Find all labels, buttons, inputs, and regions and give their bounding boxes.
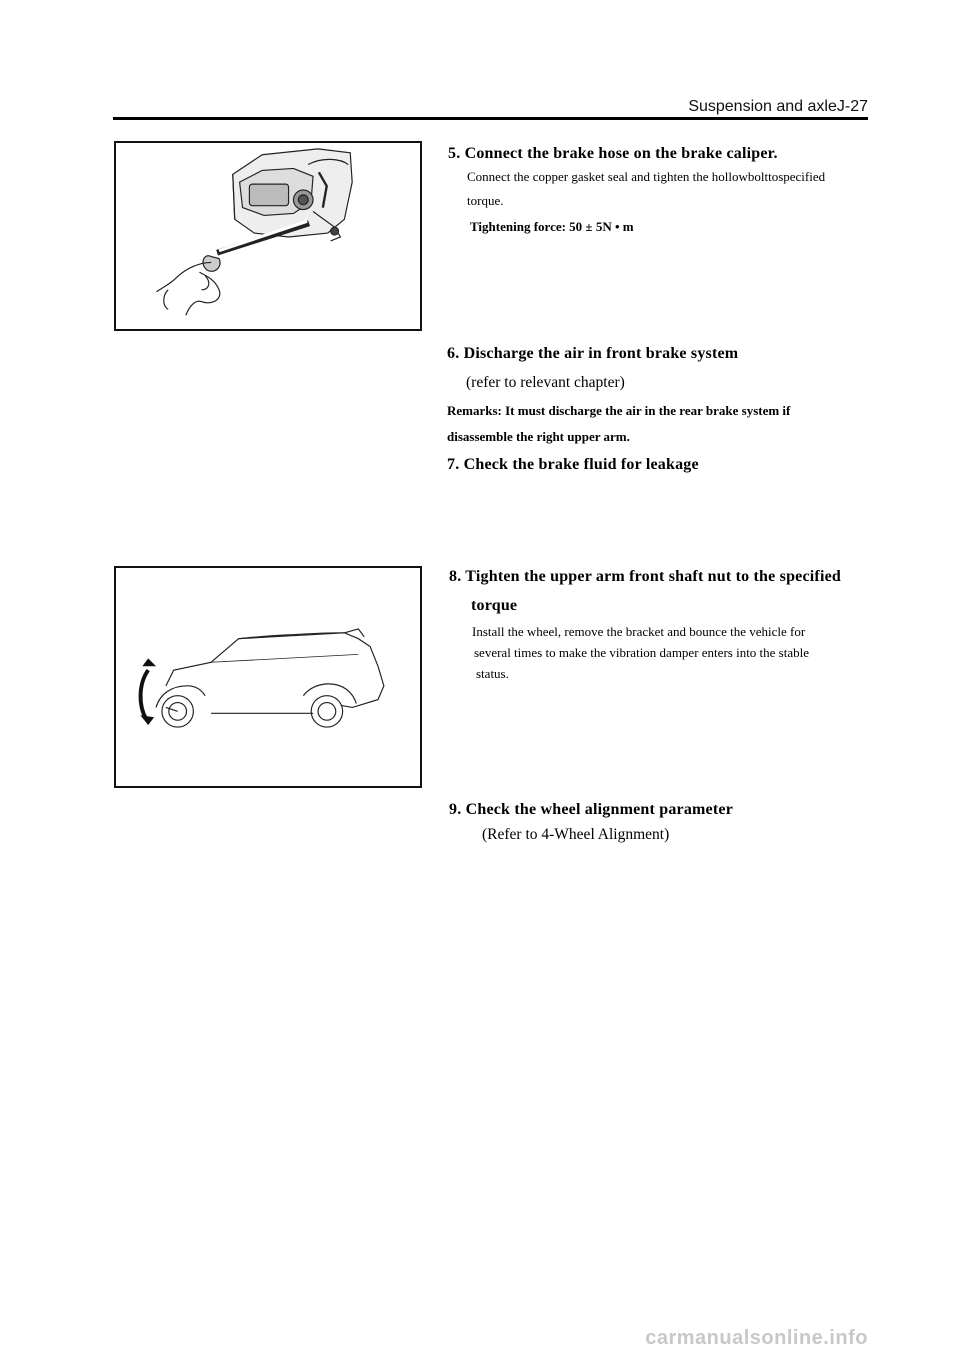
brake-caliper-figure	[114, 141, 422, 331]
step-6-reference: (refer to relevant chapter)	[466, 374, 625, 391]
step-6-heading: 6. Discharge the air in front brake system	[447, 345, 739, 362]
step-7-heading: 7. Check the brake fluid for leakage	[447, 456, 699, 473]
step-9-heading: 9. Check the wheel alignment parameter	[449, 801, 733, 818]
brake-caliper-illustration	[116, 143, 420, 329]
step-8-instruction-line-3: status.	[476, 666, 509, 681]
watermark: carmanualsonline.info	[645, 1327, 868, 1349]
step-5-heading: 5. Connect the brake hose on the brake caliper.	[448, 145, 778, 162]
step-5-instruction-line-2: torque.	[467, 193, 504, 208]
step-8-heading-line-1: 8. Tighten the upper arm front shaft nut to the specified	[449, 568, 842, 585]
step-6-remark-line-2: disassemble the right upper arm.	[447, 429, 630, 444]
step-6-remark-line-1: Remarks: It must discharge the air in the rear brake system if	[447, 403, 791, 418]
step-8-instruction-line-2: several times to make the vibration damper enters into the stable	[474, 645, 810, 660]
bounce-arrow-icon	[140, 658, 156, 725]
vehicle-bounce-figure	[114, 566, 422, 788]
step-5-instruction-line-1: Connect the copper gasket seal and tighten the hollowbolttospecified	[467, 169, 826, 184]
step-9-reference: (Refer to 4-Wheel Alignment)	[482, 826, 670, 843]
step-5-torque-spec: Tightening force: 50 ± 5N • m	[470, 219, 634, 234]
step-8-instruction-line-1: Install the wheel, remove the bracket and bounce the vehicle for	[472, 624, 806, 639]
page-header-title: Suspension and axleJ-27	[688, 98, 868, 115]
step-8-heading-line-2: torque	[471, 597, 518, 614]
vehicle-illustration	[116, 568, 420, 786]
header-rule	[113, 117, 868, 120]
